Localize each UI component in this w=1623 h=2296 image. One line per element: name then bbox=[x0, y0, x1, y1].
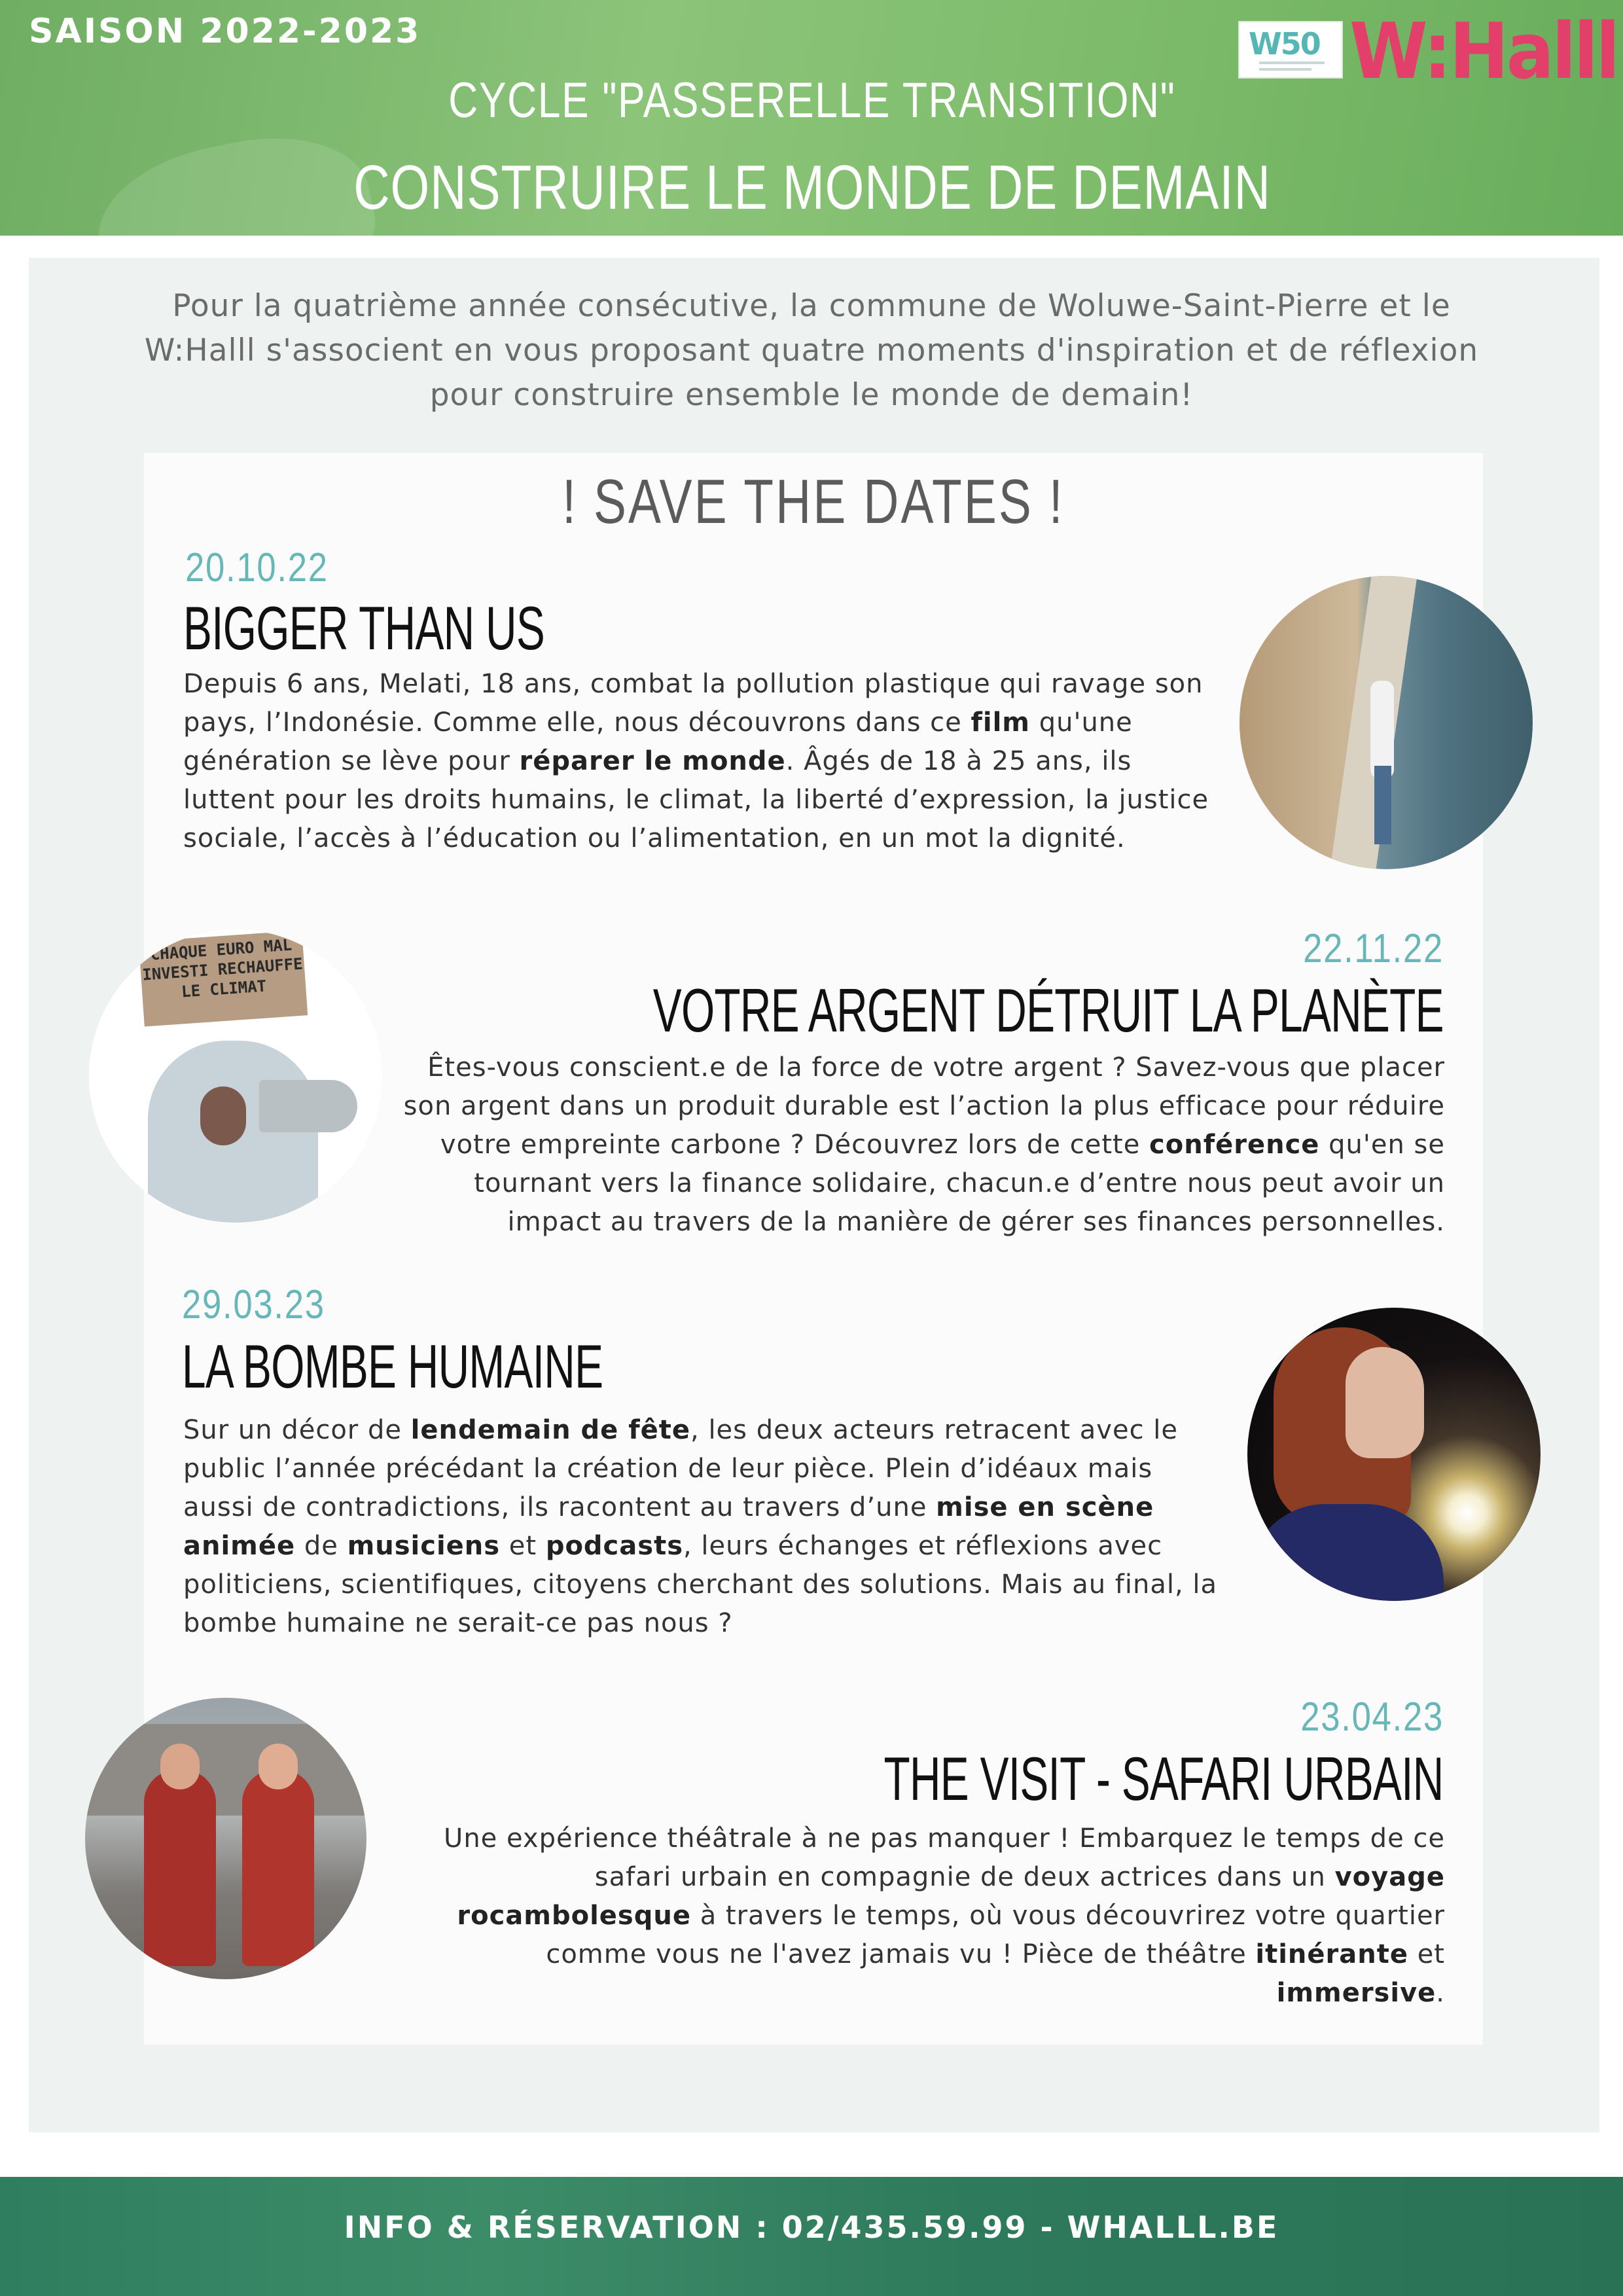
event-title: BIGGER THAN US bbox=[183, 594, 545, 662]
event-date: 29.03.23 bbox=[182, 1282, 325, 1327]
event-date: 23.04.23 bbox=[1300, 1695, 1444, 1740]
w50-logo bbox=[1238, 21, 1343, 79]
w50-logo-text: W50 bbox=[1249, 26, 1320, 62]
event-photo-stage-light bbox=[1247, 1308, 1541, 1601]
megaphone-icon bbox=[259, 1080, 357, 1132]
event-title: VOTRE ARGENT DÉTRUIT LA PLANÈTE bbox=[652, 976, 1444, 1045]
event-date: 22.11.22 bbox=[1303, 926, 1444, 971]
event-photo-seawall bbox=[1240, 576, 1533, 869]
event-photo-actresses bbox=[85, 1698, 366, 1979]
page-title: CONSTRUIRE LE MONDE DE DEMAIN bbox=[353, 152, 1271, 223]
season-label: SAISON 2022-2023 bbox=[29, 12, 421, 51]
event-description: Sur un décor de lendemain de fête, les deux acteurs retracent avec le public l’année précédant la création de leur pièce. Plein d’idéaux mais aussi de contradictions, ils racontent au travers d’une mise en scène animée de musiciens et podcasts, leurs échanges et réflexions avec politiciens, scientifiques, citoyens cherchant des solutions. Mais au final, la bombe humaine ne serait-ce pas nous ? bbox=[183, 1415, 1218, 1638]
save-the-dates-heading: ! SAVE THE DATES ! bbox=[562, 467, 1065, 537]
sign-text: CHAQUE EURO MAL INVESTI RECHAUFFE LE CLIMAT bbox=[141, 935, 304, 1001]
event-description: Êtes-vous conscient.e de la force de votre argent ? Savez-vous que placer son argent dans un produit durable est l’action la plus efficace pour réduire votre empreinte carbone ? Découvrez lors de cette conférence qu'en se tournant vers la finance solidaire, chacun.e d’entre nous peut avoir un impact au travers de la manière de gérer ses finances personnelles. bbox=[403, 1052, 1445, 1237]
whalll-logo: W:Halll bbox=[1349, 6, 1618, 96]
event-title: LA BOMBE HUMAINE bbox=[182, 1332, 603, 1401]
intro-text: Pour la quatrième année consécutive, la commune de Woluwe-Saint-Pierre et le W:Halll s'associent en vous proposant quatre moments d'inspiration et de réflexion pour construire ensemble le monde de demain! bbox=[144, 288, 1479, 413]
event-title: THE VISIT - SAFARI URBAIN bbox=[883, 1744, 1444, 1813]
event-illustration-protester bbox=[89, 929, 382, 1223]
event-description: Une expérience théâtrale à ne pas manquer ! Embarquez le temps de ce safari urbain en compagnie de deux actrices dans un voyage rocambolesque à travers le temps, où vous découvrirez votre quartier comme vous ne l'avez jamais vu ! Pièce de théâtre itinérante et immersive. bbox=[444, 1823, 1445, 2008]
info-reservation-text: INFO & RÉSERVATION : 02/435.59.99 - WHALLL.BE bbox=[344, 2210, 1279, 2245]
cycle-title: CYCLE "PASSERELLE TRANSITION" bbox=[448, 73, 1176, 128]
event-date: 20.10.22 bbox=[185, 545, 329, 590]
event-description: Depuis 6 ans, Melati, 18 ans, combat la pollution plastique qui ravage son pays, l’Indonésie. Comme elle, nous découvrons dans ce film qu'une génération se lève pour réparer le monde. Âgés de 18 à 25 ans, ils luttent pour les droits humains, le climat, la liberté d’expression, la justice sociale, l’accès à l’éducation ou l’alimentation, en un mot la dignité. bbox=[183, 669, 1209, 853]
